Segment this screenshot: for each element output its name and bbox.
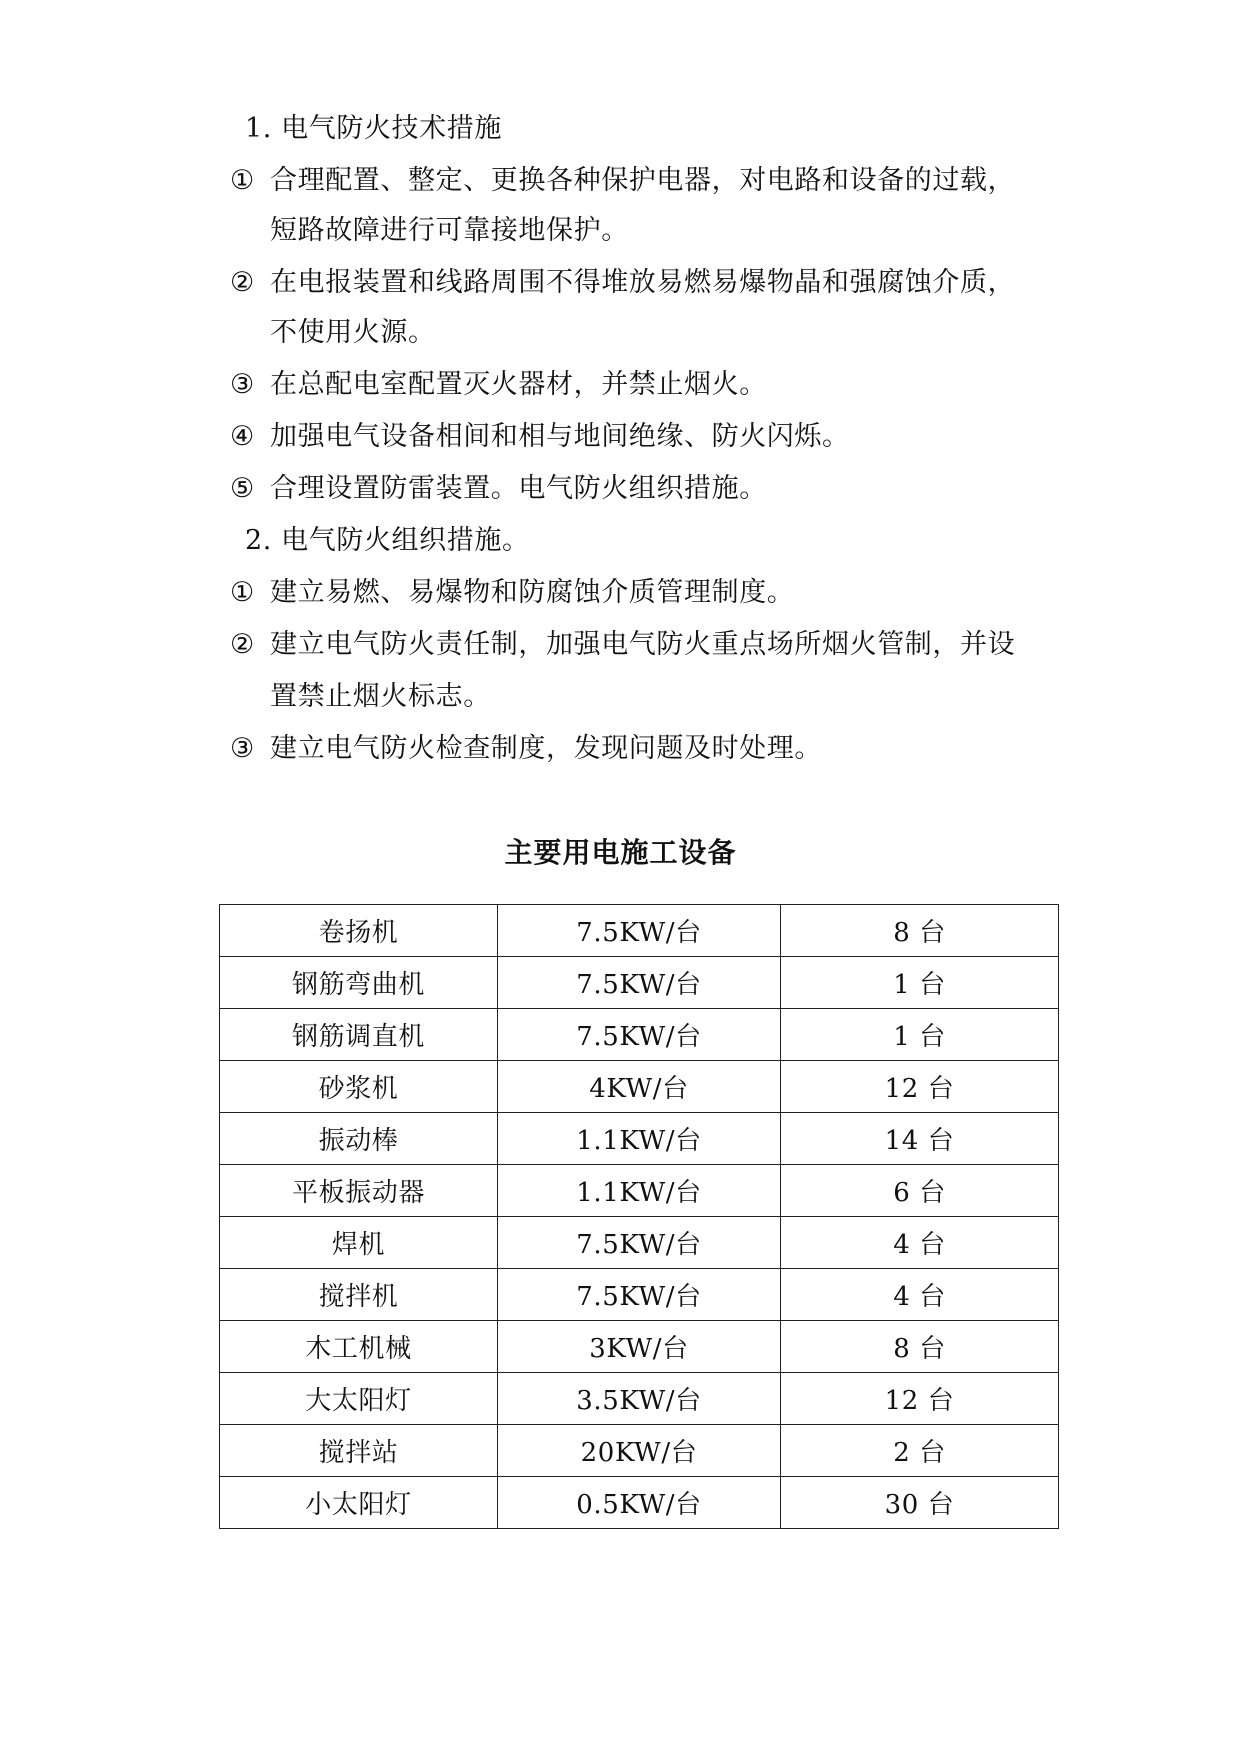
section1-item-5	[230, 472, 767, 506]
equipment-power: 1.1KW/台	[498, 1165, 781, 1217]
section2-item-3	[230, 732, 822, 766]
equipment-power: 7.5KW/台	[498, 1217, 781, 1269]
item-text: 在总配电室配置灭火器材，并禁止烟火。	[270, 369, 767, 400]
table-row	[220, 905, 1059, 957]
table-row	[220, 1217, 1059, 1269]
equipment-power: 3KW/台	[498, 1321, 781, 1373]
table-row	[220, 1373, 1059, 1425]
equipment-quantity: 12 台	[781, 1373, 1059, 1425]
section1-item-3	[230, 368, 767, 402]
table-row	[220, 1269, 1059, 1321]
table-row	[220, 1165, 1059, 1217]
section2-heading: 2. 电气防火组织措施。	[245, 525, 530, 556]
equipment-quantity: 4 台	[781, 1217, 1059, 1269]
equipment-quantity: 6 台	[781, 1165, 1059, 1217]
section1-heading: 1. 电气防火技术措施	[245, 113, 502, 144]
equipment-quantity: 1 台	[781, 1009, 1059, 1061]
table-row	[220, 1009, 1059, 1061]
equipment-name: 卷扬机	[220, 905, 498, 957]
item-number: ⑤	[230, 473, 255, 504]
item-number: ②	[230, 267, 255, 298]
table-row	[220, 1113, 1059, 1165]
section2-item-2-continued: 置禁止烟火标志。	[270, 681, 491, 712]
equipment-power: 7.5KW/台	[498, 905, 781, 957]
equipment-power: 7.5KW/台	[498, 1009, 781, 1061]
item-number: ③	[230, 733, 255, 764]
table-row	[220, 1321, 1059, 1373]
equipment-power: 7.5KW/台	[498, 957, 781, 1009]
item-number: ④	[230, 421, 255, 452]
item-text: 合理配置、整定、更换各种保护电器，对电路和设备的过载，	[270, 165, 1016, 196]
item-number: ②	[230, 629, 255, 660]
section1-item-1	[230, 164, 1015, 198]
equipment-name: 木工机械	[220, 1321, 498, 1373]
section1-item-1-continued: 短路故障进行可靠接地保护。	[270, 215, 629, 246]
section1-item-2	[230, 266, 1015, 300]
equipment-name: 焊机	[220, 1217, 498, 1269]
equipment-quantity: 2 台	[781, 1425, 1059, 1477]
item-text: 合理设置防雷装置。电气防火组织措施。	[270, 473, 767, 504]
item-text: 建立电气防火检查制度，发现问题及时处理。	[270, 733, 822, 764]
equipment-quantity: 30 台	[781, 1477, 1059, 1529]
equipment-power: 0.5KW/台	[498, 1477, 781, 1529]
item-number: ③	[230, 369, 255, 400]
table-row	[220, 1477, 1059, 1529]
equipment-power: 1.1KW/台	[498, 1113, 781, 1165]
equipment-name: 钢筋调直机	[220, 1009, 498, 1061]
equipment-name: 大太阳灯	[220, 1373, 498, 1425]
table-title: 主要用电施工设备	[504, 836, 737, 869]
item-text: 建立易燃、易爆物和防腐蚀介质管理制度。	[270, 577, 795, 608]
equipment-name: 砂浆机	[220, 1061, 498, 1113]
table-row	[220, 1425, 1059, 1477]
section1-item-2-continued: 不使用火源。	[270, 317, 436, 348]
item-text: 建立电气防火责任制，加强电气防火重点场所烟火管制，并设	[270, 629, 1016, 660]
equipment-name: 钢筋弯曲机	[220, 957, 498, 1009]
equipment-name: 平板振动器	[220, 1165, 498, 1217]
table-row	[220, 1061, 1059, 1113]
equipment-name: 搅拌机	[220, 1269, 498, 1321]
equipment-power: 7.5KW/台	[498, 1269, 781, 1321]
item-text: 加强电气设备相间和相与地间绝缘、防火闪烁。	[270, 421, 850, 452]
table-row	[220, 957, 1059, 1009]
equipment-table	[219, 904, 1059, 1529]
item-number: ①	[230, 577, 255, 608]
equipment-quantity: 8 台	[781, 905, 1059, 957]
equipment-name: 小太阳灯	[220, 1477, 498, 1529]
equipment-power: 4KW/台	[498, 1061, 781, 1113]
section2-item-1	[230, 576, 794, 610]
item-text: 在电报装置和线路周围不得堆放易燃易爆物晶和强腐蚀介质，	[270, 267, 1016, 298]
equipment-quantity: 14 台	[781, 1113, 1059, 1165]
equipment-quantity: 8 台	[781, 1321, 1059, 1373]
equipment-power: 3.5KW/台	[498, 1373, 781, 1425]
equipment-name: 搅拌站	[220, 1425, 498, 1477]
equipment-quantity: 4 台	[781, 1269, 1059, 1321]
equipment-quantity: 1 台	[781, 957, 1059, 1009]
item-number: ①	[230, 165, 255, 196]
equipment-power: 20KW/台	[498, 1425, 781, 1477]
equipment-quantity: 12 台	[781, 1061, 1059, 1113]
equipment-name: 振动棒	[220, 1113, 498, 1165]
section1-item-4	[230, 420, 850, 454]
section2-item-2	[230, 628, 1015, 662]
